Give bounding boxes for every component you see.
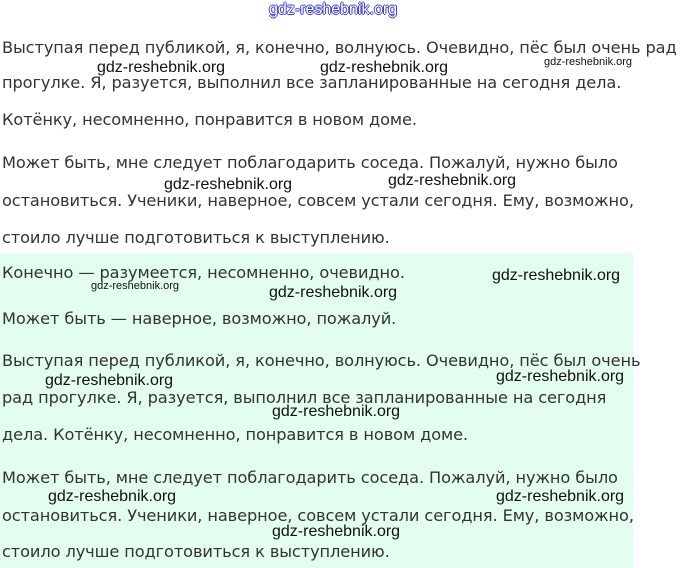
task-paragraph-3-line-3: стоило лучше подготовиться к выступлению. [2, 228, 390, 247]
watermark: gdz-reshebnik.org [496, 488, 625, 505]
answer-group-2: Может быть — наверное, возможно, пожалуй. [2, 309, 397, 328]
task-paragraph-1-line-1: Выступая перед публикой, я, конечно, волнуюсь. Очевидно, пёс был очень рад [2, 38, 677, 57]
watermark: gdz-reshebnik.org [269, 284, 398, 301]
watermark: gdz-reshebnik.org [272, 523, 401, 540]
answer-paragraph-1-line-2: рад прогулке. Я, разуется, выполнил все запланированные на сегодня [2, 388, 607, 407]
watermark: gdz-reshebnik.org [97, 59, 226, 76]
watermark: gdz-reshebnik.org [48, 488, 177, 505]
answer-paragraph-2-line-1: Может быть, мне следует поблагодарить соседа. Пожалуй, нужно было [2, 468, 618, 487]
watermark: gdz-reshebnik.org [272, 403, 401, 420]
answer-paragraph-2-line-3: стоило лучше подготовиться к выступлению. [2, 542, 390, 561]
watermark: gdz-reshebnik.org [496, 368, 625, 385]
task-paragraph-2-line-1: Котёнку, несомненно, понравится в новом доме. [2, 110, 417, 129]
answer-paragraph-2-line-2: остановиться. Ученики, наверное, совсем устали сегодня. Ему, возможно, [2, 506, 634, 525]
task-paragraph-3-line-2: остановиться. Ученики, наверное, совсем устали сегодня. Ему, возможно, [2, 191, 634, 210]
watermark: gdz-reshebnik.org [388, 172, 517, 189]
watermark: gdz-reshebnik.org [492, 267, 621, 284]
answer-paragraph-1-line-1: Выступая перед публикой, я, конечно, волнуюсь. Очевидно, пёс был очень [2, 351, 641, 370]
watermark: gdz-reshebnik.org [164, 176, 293, 193]
task-paragraph-1-line-2: прогулке. Я, разуется, выполнил все запланированные на сегодня дела. [2, 73, 622, 92]
answer-paragraph-1-line-3: дела. Котёнку, несомненно, понравится в новом доме. [2, 425, 469, 444]
watermark: gdz-reshebnik.org [320, 59, 449, 76]
watermark: gdz-reshebnik.org [91, 280, 180, 292]
watermark-header: gdz-reshebnik.org [269, 1, 398, 18]
answer-group-1: Конечно — разумеется, несомненно, очевидно. [2, 263, 405, 282]
watermark: gdz-reshebnik.org [45, 372, 174, 389]
watermark: gdz-reshebnik.org [544, 56, 633, 68]
task-paragraph-3-line-1: Может быть, мне следует поблагодарить соседа. Пожалуй, нужно было [2, 153, 618, 172]
